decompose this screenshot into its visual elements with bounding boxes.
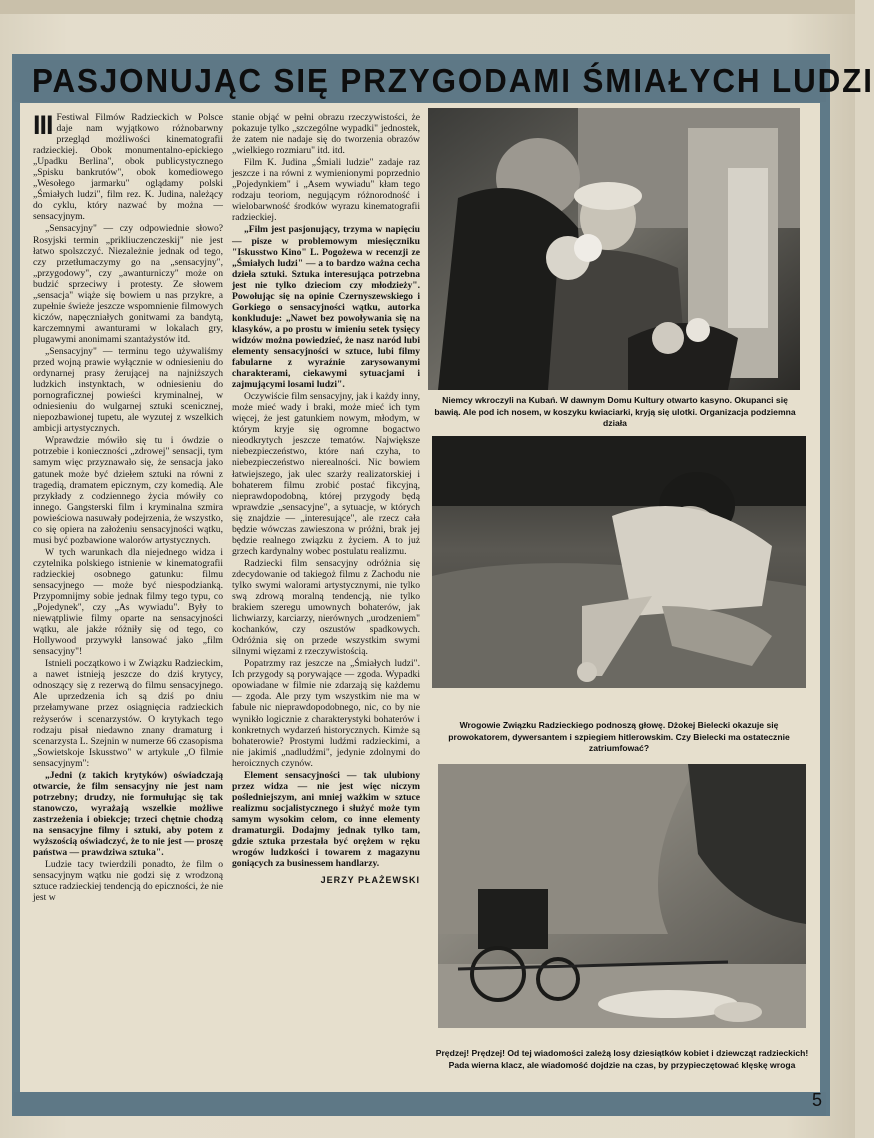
paragraph: Oczywiście film sensacyjny, jak i każdy inny, może mieć wady i braki, może mieć ich tym więcej, że jest gatunkiem nowym, młodym, w którym kryje się ogromne bogactwo nieodkrytych jeszcze tematów. Największe niebezpieczeństwo, które nań czyha, to niebezpieczeństwo nierealności. Nic bowiem łatwiejszego, jak ulec szarży realizatorskiej i bohaterem filmu zrobić postać fikcyjną, nieprawdopodobną, której przygody będą wprawdzie „sensacyjne", a sytuacje, w których się znajdzie — „interesujące", ale rzecz cała będzie wówczas zawieszona w próżni, brak jej będzie realnego związku z życiem. A to już grzech kardynalny wobec postulatu realizmu. — [232, 391, 420, 557]
paragraph: „Jedni (z takich krytyków) oświadczają otwarcie, że film sensacyjny nie jest nam potrzebny; drudzy, nie formułując się tak stanowczo, wyrażają wszelkie możliwe zastrzeżenia i obiekcje; trzeci chętnie chodzą na sensacyjne filmy i sztuki, aby potem z wyższością oświadczyć, że to nie jest — proszę państwa — prawdziwa sztuka". — [33, 769, 223, 859]
paragraph: Wprawdzie mówiło się tu i ówdzie o potrzebie i konieczności „zdrowej" sensacji, tym samym więc przyznawało się, że sensacja jako gatunek może być dziełem sztuki na równi z tragedią, dramatem epicznym, czy komedią. Ale przykłady z codziennego życia mówiły co innego. Gangsterski film i kryminalna szmira powieściowa nasuwały podejrzenia, że wszystko, co się opiera na założeniu sensacyjności wątku, musi być pozbawione walorów artystycznych. — [33, 435, 223, 546]
drop-cap: III — [33, 110, 53, 140]
bottom-band — [14, 1092, 826, 1116]
paragraph: „Film jest pasjonujący, trzyma w napięciu — pisze w problemowym miesięczniku "Iskusstwo Kino" L. Pogożewa w recenzji ze „Śmiałych ludzi" — a to bardzo ważna cecha dzieła sztuki. Sztuka interesująca potrzebna jest nie tylko dzieciom czy młodzieży". Powołując się na opinie Czernyszewskiego i Gorkiego o sensacyjności wątku, autorka konkluduje: „Nawet bez powoływania się na klasyków, a po prostu w imieniu setek tysięcy widzów można powiedzieć, że nasz naród lubi elementy sensacyjności w sztuce, lubi filmy fabularne z wyraźnie zarysowanymi charakterami, ciekawymi sytuacjami i zajmującymi losami ludzi". — [232, 224, 420, 391]
photo-caption-3: Prędzej! Prędzej! Od tej wiadomości zależą losy dziesiątków kobiet i dziewcząt radzieckich! Pada wierna klacz, ale wiadomość dojdzie na czas, by przypieczętować klęskę wroga — [435, 1048, 809, 1070]
article-column-2 — [232, 112, 420, 1082]
paragraph: „Sensacyjny" — czy odpowiednie słowo? Rosyjski termin „prikliuczenczeskij" nie jest łatwo spolszczyć. Niezależnie jednak od tego, czy przetłumaczymy go na „sensacyjny", „przygodowy", czy „awanturniczy" może on budzić sprzeciwy i protesty. Ze słowem „sensacja" wiąże się bowiem u nas przykre, a zupełnie świeże jeszcze wspomnienie filmowych kiczów, napęczniałych gonitwami za bandytą, karczemnymi awanturami w lokalach gry, plugawymi anonimami szantażystów itd. — [33, 223, 223, 345]
photo-caption-1: Niemcy wkroczyli na Kubań. W dawnym Domu Kultury otwarto kasyno. Okupanci się bawią. Ale pod ich nosem, w koszyku kwiaciarki, kryją się ulotki. Organizacja podziemna działa — [434, 395, 796, 428]
paragraph: stanie objąć w pełni obrazu rzeczywistości, że pokazuje tylko „szczególne wypadki" jednostek, że zatem nie nadaje się do tworzenia obrazów „wielkiego rozmiaru" itd. itd. — [232, 112, 420, 157]
paragraph: Popatrzmy raz jeszcze na „Śmiałych ludzi". Ich przygody są porywające — zgoda. Wypadki opowiadane w filmie nie zdarzają się każdemu — zgoda. Ale przy tym wszystkim nie ma w fabule nic nieprawdopodobnego, nic, co by nie wynikło logicznie z charakterystyki bohaterów i konkretnych wydarzeń historycznych. Kimże są bohaterowie? Prostymi ludźmi radzieckimi, a nie jakimiś „nadludźmi", jedynie zdolnymi do heroicznych czynów. — [232, 658, 420, 769]
photo-caption-2: Wrogowie Związku Radzieckiego podnoszą głowę. Dżokej Bielecki okazuje się prowokatorem, dywersantem i szpiegiem hitlerowskim. Czy Bielecki ma ostatecznie zatriumfować? — [448, 720, 790, 753]
article-column-1 — [33, 112, 223, 1082]
paragraph: Ludzie tacy twierdzili ponadto, że film o sensacyjnym wątku nie godzi się z wrodzoną sztuce radzieckiej tendencją do epiczności, że nie jest w — [33, 859, 223, 904]
headline: PASJONUJĄC SIĘ PRZYGODAMI ŚMIAŁYCH LUDZI — [32, 62, 874, 99]
paragraph: W tych warunkach dla niejednego widza i czytelnika polskiego istnienie w kinematografii radzieckiej osobnego gatunku: filmu sensacyjnego — może być niespodzianką. Przypomnijmy sobie jednak filmy tego typu, co „Pojedynek", czy „As wywiadu". Były to niewątpliwie filmy oparte na sensacyjności wątku, ale jakże różniły się od tego, co Hollywood przywykł lansować jako „film sensacyjny"! — [33, 546, 223, 658]
photo-man-crawling — [432, 436, 806, 688]
paragraph: „Sensacyjny" — terminu tego używaliśmy przed wojną prawie wyłącznie w odniesieniu do ordynarnej prasy żerującej na najniższych ludzkich instynktach, w odniesieniu do pornograficznej powieści kryminalnej, w odniesieniu do wulgarnej sztuki scenicznej, niepozbawionej tupetu, ale wyzutej z wszelkich ambicji artystycznych. — [33, 345, 223, 435]
paragraph: Film K. Judina „Śmiali ludzie" zadaje raz jeszcze i na równi z wymienionymi poprzednio „Pojedynkiem" i „Asem wywiadu" kłam tego rodzaju teoriom, negującym różnorodność i wielobarwność środków wyrazu kinematografii radzieckiej. — [232, 157, 420, 224]
photo-image — [428, 108, 800, 390]
paragraph: Istnieli początkowo i w Związku Radzieckim, a nawet istnieją jeszcze do dziś krytycy, odnoszący się z rezerwą do filmu sensacyjnego. Ale uprzedzenia ich są dziś po dniu przełamywane przez osiągnięcia radzieckich reżyserów i scenarzystów. O krytykach tego rodzaju pisał niedawno znany dramaturg i scenarzysta L. Szejnin w numerze 66 czasopisma „Sowietskoje Iskusstwo" w artykule „O filmie sensacyjnym": — [33, 658, 223, 769]
photo-flower-seller — [428, 108, 800, 390]
page-number: 5 — [812, 1090, 823, 1110]
author-signature: JERZY PŁAŻEWSKI — [320, 875, 420, 886]
photo-image — [438, 764, 806, 1028]
top-edge — [0, 0, 855, 14]
photo-image — [432, 436, 806, 688]
paragraph: Element sensacyjności — tak ulubiony przez widza — nie jest więc niczym pośledniejszym, ani mniej ważkim w sztuce realizmu socjalistycznego i służyć może tym samym wysokim celom, co inne elementy dramaturgii. Dodajmy jednak tylko tam, gdzie sztuka przestała być orężem w ręku wrogów ludzkości i towarem z magazynu goniących za businessem handlarzy. — [232, 769, 420, 870]
paragraph: Radziecki film sensacyjny odróżnia się zdecydowanie od takiegoż filmu z Zachodu nie tylko swymi walorami artystycznymi, nie tylko swą zdrową moralną tendencją, nie tylko brakiem szeregu umownych bohaterów, jak lichwiarzy, karciarzy, nierównych „urodzeniem" kochanków, czy oszustów spadkowych. Odróżnia się on przede wszystkim swymi silnymi więzami z rzeczywistością. — [232, 557, 420, 658]
paragraph: III Festiwal Filmów Radzieckich w Polsce daje nam wyjątkowo różnobarwny przegląd możliwości kinematografii radzieckiej. Obok monumentalno-epickiego „Upadku Berlina", obok publicystycznego „Spisku bankrutów", obok komediowego „Wesołego jarmarku" oglądamy polski „Śmiałych ludzi", film rez. K. Judina, należący do cyklu, który nazwać by można — sensacyjnym. — [33, 110, 223, 223]
photo-cart-and-fallen-horse — [438, 764, 806, 1028]
